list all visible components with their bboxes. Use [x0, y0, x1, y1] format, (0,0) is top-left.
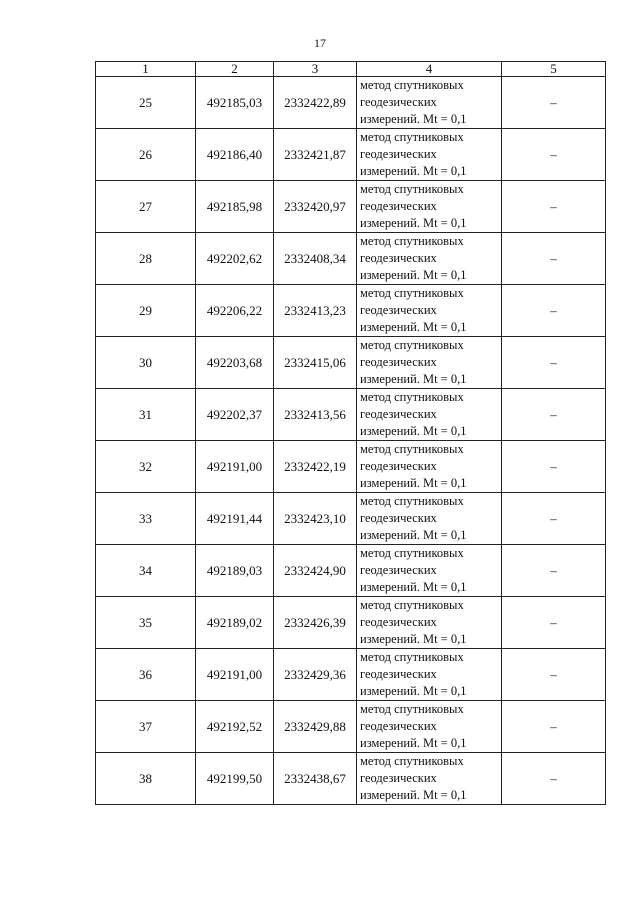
method-line: измерений. Mt = 0,1	[360, 684, 467, 698]
table-row	[96, 285, 606, 337]
point-number-cell: 32	[96, 441, 196, 493]
y-coordinate-cell: 2332424,90	[274, 545, 357, 597]
x-coordinate-cell: 492185,98	[196, 181, 274, 233]
table-row	[96, 753, 606, 805]
method-line: геодезических	[360, 355, 437, 369]
method-line: измерений. Mt = 0,1	[360, 424, 467, 438]
method-line: метод спутниковых	[360, 650, 464, 664]
method-line: измерений. Mt = 0,1	[360, 788, 467, 802]
method-line: измерений. Mt = 0,1	[360, 216, 467, 230]
point-number-cell: 26	[96, 129, 196, 181]
table-row	[96, 701, 606, 753]
coordinates-table	[95, 61, 606, 805]
y-coordinate-cell: 2332426,39	[274, 597, 357, 649]
method-line: геодезических	[360, 407, 437, 421]
point-number-cell: 34	[96, 545, 196, 597]
table-row	[96, 77, 606, 129]
column-header-2: 2	[196, 62, 274, 77]
x-coordinate-cell: 492185,03	[196, 77, 274, 129]
note-cell: –	[502, 597, 606, 649]
method-line: измерений. Mt = 0,1	[360, 632, 467, 646]
x-coordinate-cell: 492203,68	[196, 337, 274, 389]
note-cell: –	[502, 129, 606, 181]
method-line: метод спутниковых	[360, 702, 464, 716]
table-row	[96, 181, 606, 233]
method-line: измерений. Mt = 0,1	[360, 528, 467, 542]
method-cell	[357, 181, 502, 233]
method-line: измерений. Mt = 0,1	[360, 372, 467, 386]
method-line: метод спутниковых	[360, 390, 464, 404]
note-cell: –	[502, 285, 606, 337]
method-line: измерений. Mt = 0,1	[360, 268, 467, 282]
y-coordinate-cell: 2332413,23	[274, 285, 357, 337]
method-cell	[357, 441, 502, 493]
note-cell: –	[502, 545, 606, 597]
table-row	[96, 649, 606, 701]
point-number-cell: 35	[96, 597, 196, 649]
method-line: метод спутниковых	[360, 338, 464, 352]
method-line: измерений. Mt = 0,1	[360, 736, 467, 750]
method-line: геодезических	[360, 563, 437, 577]
method-cell	[357, 493, 502, 545]
note-cell: –	[502, 753, 606, 805]
x-coordinate-cell: 492189,02	[196, 597, 274, 649]
method-line: геодезических	[360, 771, 437, 785]
point-number-cell: 37	[96, 701, 196, 753]
method-line: измерений. Mt = 0,1	[360, 320, 467, 334]
point-number-cell: 36	[96, 649, 196, 701]
method-cell	[357, 649, 502, 701]
note-cell: –	[502, 181, 606, 233]
x-coordinate-cell: 492191,44	[196, 493, 274, 545]
note-cell: –	[502, 701, 606, 753]
method-line: метод спутниковых	[360, 234, 464, 248]
method-line: геодезических	[360, 199, 437, 213]
method-line: геодезических	[360, 251, 437, 265]
y-coordinate-cell: 2332429,36	[274, 649, 357, 701]
method-line: геодезических	[360, 303, 437, 317]
x-coordinate-cell: 492206,22	[196, 285, 274, 337]
note-cell: –	[502, 77, 606, 129]
x-coordinate-cell: 492189,03	[196, 545, 274, 597]
method-cell	[357, 129, 502, 181]
table-row	[96, 545, 606, 597]
point-number-cell: 30	[96, 337, 196, 389]
method-line: геодезических	[360, 511, 437, 525]
note-cell: –	[502, 441, 606, 493]
point-number-cell: 25	[96, 77, 196, 129]
point-number-cell: 29	[96, 285, 196, 337]
x-coordinate-cell: 492192,52	[196, 701, 274, 753]
method-line: геодезических	[360, 719, 437, 733]
y-coordinate-cell: 2332423,10	[274, 493, 357, 545]
y-coordinate-cell: 2332421,87	[274, 129, 357, 181]
method-line: метод спутниковых	[360, 598, 464, 612]
method-line: измерений. Mt = 0,1	[360, 580, 467, 594]
method-line: метод спутниковых	[360, 286, 464, 300]
x-coordinate-cell: 492202,37	[196, 389, 274, 441]
column-header-3: 3	[274, 62, 357, 77]
method-line: метод спутниковых	[360, 182, 464, 196]
method-line: измерений. Mt = 0,1	[360, 112, 467, 126]
x-coordinate-cell: 492199,50	[196, 753, 274, 805]
x-coordinate-cell: 492202,62	[196, 233, 274, 285]
method-line: геодезических	[360, 459, 437, 473]
method-cell	[357, 701, 502, 753]
page-number: 17	[314, 36, 326, 50]
method-cell	[357, 233, 502, 285]
table-row	[96, 493, 606, 545]
column-header-1: 1	[96, 62, 196, 77]
method-line: измерений. Mt = 0,1	[360, 476, 467, 490]
y-coordinate-cell: 2332429,88	[274, 701, 357, 753]
method-line: геодезических	[360, 147, 437, 161]
table-row	[96, 441, 606, 493]
method-cell	[357, 597, 502, 649]
table-row	[96, 389, 606, 441]
x-coordinate-cell: 492191,00	[196, 441, 274, 493]
note-cell: –	[502, 233, 606, 285]
method-cell	[357, 389, 502, 441]
method-cell	[357, 545, 502, 597]
method-line: метод спутниковых	[360, 494, 464, 508]
point-number-cell: 33	[96, 493, 196, 545]
note-cell: –	[502, 389, 606, 441]
note-cell: –	[502, 649, 606, 701]
note-cell: –	[502, 493, 606, 545]
table-header-row	[96, 62, 606, 77]
y-coordinate-cell: 2332415,06	[274, 337, 357, 389]
x-coordinate-cell: 492186,40	[196, 129, 274, 181]
method-line: метод спутниковых	[360, 130, 464, 144]
method-line: метод спутниковых	[360, 754, 464, 768]
table-row	[96, 597, 606, 649]
method-line: геодезических	[360, 667, 437, 681]
y-coordinate-cell: 2332420,97	[274, 181, 357, 233]
method-cell	[357, 77, 502, 129]
point-number-cell: 28	[96, 233, 196, 285]
y-coordinate-cell: 2332422,19	[274, 441, 357, 493]
x-coordinate-cell: 492191,00	[196, 649, 274, 701]
method-line: метод спутниковых	[360, 442, 464, 456]
y-coordinate-cell: 2332413,56	[274, 389, 357, 441]
point-number-cell: 38	[96, 753, 196, 805]
point-number-cell: 31	[96, 389, 196, 441]
y-coordinate-cell: 2332438,67	[274, 753, 357, 805]
note-cell: –	[502, 337, 606, 389]
method-cell	[357, 753, 502, 805]
method-line: метод спутниковых	[360, 546, 464, 560]
method-cell	[357, 337, 502, 389]
method-line: измерений. Mt = 0,1	[360, 164, 467, 178]
column-header-4: 4	[357, 62, 502, 77]
point-number-cell: 27	[96, 181, 196, 233]
table-row	[96, 337, 606, 389]
table-row	[96, 233, 606, 285]
method-line: геодезических	[360, 615, 437, 629]
table-row	[96, 129, 606, 181]
method-line: геодезических	[360, 95, 437, 109]
method-line: метод спутниковых	[360, 78, 464, 92]
y-coordinate-cell: 2332408,34	[274, 233, 357, 285]
method-cell	[357, 285, 502, 337]
column-header-5: 5	[502, 62, 606, 77]
y-coordinate-cell: 2332422,89	[274, 77, 357, 129]
